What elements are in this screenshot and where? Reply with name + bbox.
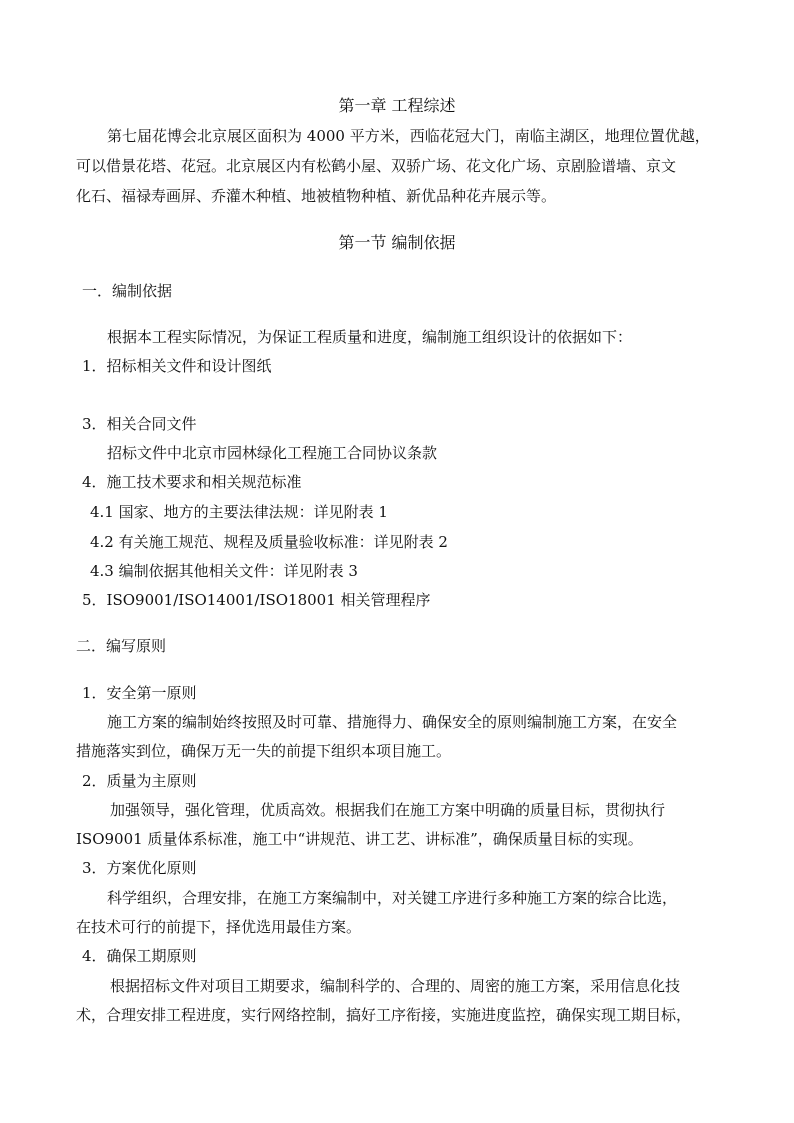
principle-3-title: 3．方案优化原则 [82,859,197,877]
basis-item-5: 5．ISO9001/ISO14001/ISO18001 相关管理程序 [82,591,431,609]
basis-heading: 一．编制依据 [82,282,173,300]
principle-1-line-2: 措施落实到位，确保万无一失的前提下组织本项目施工。 [76,742,452,760]
overview-line-3: 化石、福禄寿画屏、乔灌木种植、地被植物种植、新优品种花卉展示等。 [76,187,557,205]
basis-intro: 根据本工程实际情况，为保证工程质量和进度，编制施工组织设计的依据如下： [107,328,633,346]
basis-item-4-1: 4.1 国家、地方的主要法律法规：详见附表 1 [90,503,388,521]
basis-item-3-text: 招标文件中北京市园林绿化工程施工合同协议条款 [107,444,438,462]
principle-2-line-1: 加强领导，强化管理，优质高效。根据我们在施工方案中明确的质量目标，贯彻执行 [110,801,666,819]
principles-heading: 二．编写原则 [76,637,167,655]
principle-4-title: 4．确保工期原则 [82,947,197,965]
principle-4-line-2: 术，合理安排工程进度，实行网络控制，搞好工序衔接，实施进度监控，确保实现工期目标， [76,1006,692,1024]
principle-3-line-1: 科学组织，合理安排，在施工方案编制中，对关键工序进行多种施工方案的综合比选， [107,889,678,907]
basis-item-4: 4．施工技术要求和相关规范标准 [82,473,302,491]
overview-line-2: 可以借景花塔、花冠。北京展区内有松鹤小屋、双骄广场、花文化广场、京剧脸谱墙、京文 [76,157,677,175]
overview-line-1: 第七届花博会北京展区面积为 4000 平方米，西临花冠大门，南临主湖区，地理位置优越， [107,127,710,145]
basis-item-1: 1．招标相关文件和设计图纸 [82,357,272,375]
basis-item-3: 3．相关合同文件 [82,415,197,433]
principle-3-line-2: 在技术可行的前提下，择优选用最佳方案。 [76,918,362,936]
principle-1-title: 1．安全第一原则 [82,684,197,702]
basis-item-4-2: 4.2 有关施工规范、规程及质量验收标准：详见附表 2 [90,533,448,551]
basis-item-4-3: 4.3 编制依据其他相关文件：详见附表 3 [90,562,358,580]
section-title: 第一节 编制依据 [338,233,456,252]
principle-1-line-1: 施工方案的编制始终按照及时可靠、措施得力、确保安全的原则编制施工方案，在安全 [107,713,678,731]
chapter-title: 第一章 工程综述 [338,96,456,115]
principle-2-title: 2．质量为主原则 [82,772,197,790]
principle-2-line-2: ISO9001 质量体系标准，施工中“讲规范、讲工艺、讲标准”，确保质量目标的实现。 [76,830,643,848]
principle-4-line-1: 根据招标文件对项目工期要求，编制科学的、合理的、周密的施工方案，采用信息化技 [110,977,681,995]
